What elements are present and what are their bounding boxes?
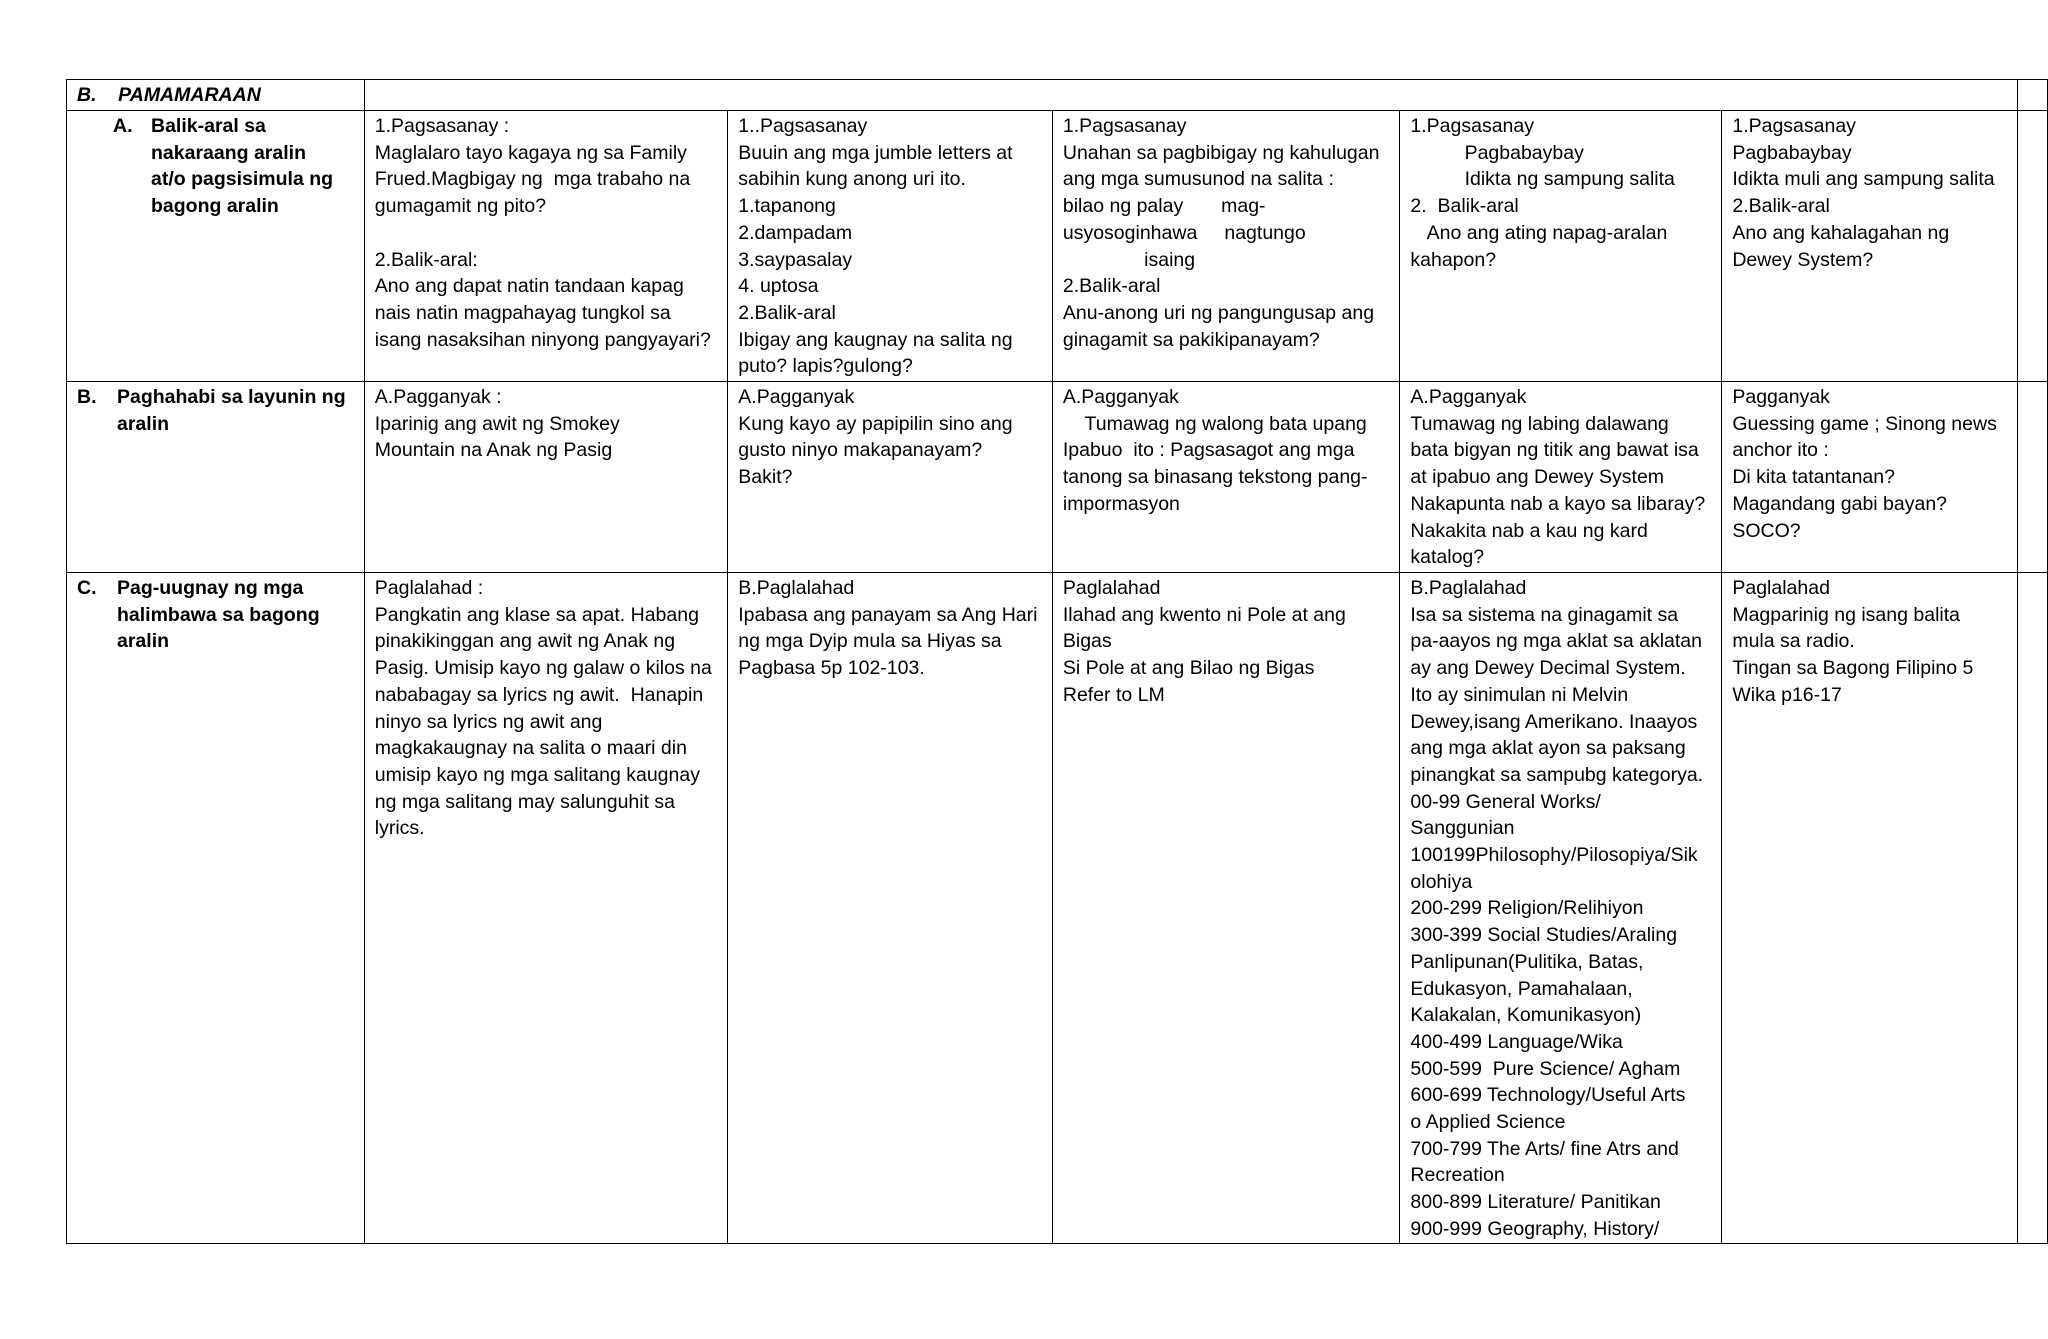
table-cell: A.Pagganyak Kung kayo ay papipilin sino ang gusto ninyo makapanayam? Bakit? [728, 382, 1053, 573]
section-header-blank [364, 80, 2017, 111]
table-cell: 1.Pagsasanay Unahan sa pagbibigay ng kahulugan ang mga sumusunod na salita : bilao ng palay mag- usyosoginhawa nagtungo isaing 2.Balik-aral Anu-anong uri ng pangungusap ang ginagamit sa pakikipanayam? [1052, 111, 1400, 382]
row-key: B. [77, 386, 97, 408]
table-row [67, 382, 2048, 573]
table-cell: 1.Pagsasanay Pagbabaybay Idikta muli ang sampung salita 2.Balik-aral Ano ang kahalagahan ng Dewey System? [1722, 111, 2018, 382]
row-label [67, 382, 365, 573]
table-cell: 1.Pagsasanay Pagbabaybay Idikta ng sampung salita 2. Balik-aral Ano ang ating napag-aralan kahapon? [1400, 111, 1722, 382]
table-cell: Paglalahad Magparinig ng isang balita mula sa radio. Tingan sa Bagong Filipino 5 Wika p16-17 [1722, 573, 2018, 1244]
table-row [67, 573, 2048, 1244]
row-key: A. [113, 115, 133, 137]
table-cell: Pagganyak Guessing game ; Sinong news anchor ito : Di kita tatantanan? Magandang gabi bayan? SOCO? [1722, 382, 2018, 573]
table-cell: A.Pagganyak : Iparinig ang awit ng Smokey Mountain na Anak ng Pasig [364, 382, 728, 573]
table-cell: 1.Pagsasanay : Maglalaro tayo kagaya ng sa Family Frued.Magbigay ng mga trabaho na gumagamit ng pito? 2.Balik-aral: Ano ang dapat natin tandaan kapag nais natin magpahayag tungkol sa isang nasaksihan ninyong pangyayari? [364, 111, 728, 382]
table-edge [2017, 111, 2047, 382]
table-cell: A.Pagganyak Tumawag ng walong bata upang Ipabuo ito : Pagsasagot ang mga tanong sa binasang tekstong pang- impormasyon [1052, 382, 1400, 573]
table-cell: Paglalahad Ilahad ang kwento ni Pole at ang Bigas Si Pole at ang Bilao ng Bigas Refer to LM [1052, 573, 1400, 1244]
row-label-text: Paghahabi sa layunin ng aralin [117, 386, 346, 435]
table-edge [2017, 80, 2047, 111]
table-cell: B.Paglalahad Isa sa sistema na ginagamit sa pa-aayos ng mga aklat sa aklatan ay ang Dewey Decimal System. Ito ay sinimulan ni Melvin Dewey,isang Amerikano. Inaayos ang mga aklat ayon sa paksang pinangkat sa sampubg kategorya. 00-99 General Works/ Sanggunian 100199Philosophy/Pilosopiya/Sik olohiya 200-299 Religion/Relihiyon 300-399 Social Studies/Araling Panlipunan(Pulitika, Batas, Edukasyon, Pamahalaan, Kalakalan, Komunikasyon) 400-499 Language/Wika 500-599 Pure Science/ Agham 600-699 Technology/Useful Arts o Applied Science 700-799 The Arts/ fine Atrs and Recreation 800-899 Literature/ Panitikan 900-999 Geography, History/ [1400, 573, 1722, 1244]
table-cell: A.Pagganyak Tumawag ng labing dalawang bata bigyan ng titik ang bawat isa at ipabuo ang Dewey System Nakapunta nab a kayo sa libaray? Nakakita nab a kau ng kard katalog? [1400, 382, 1722, 573]
section-key: B. [77, 84, 97, 106]
table-edge [2017, 573, 2047, 1244]
table-edge [2017, 382, 2047, 573]
section-title: PAMAMARAAN [118, 84, 261, 106]
table-cell: B.Paglalahad Ipabasa ang panayam sa Ang Hari ng mga Dyip mula sa Hiyas sa Pagbasa 5p 102-103. [728, 573, 1053, 1244]
section-header [67, 80, 365, 111]
row-label [67, 573, 365, 1244]
table-cell: Paglalahad : Pangkatin ang klase sa apat. Habang pinakikinggan ang awit ng Anak ng Pasig. Umisip kayo ng galaw o kilos na nababagay sa lyrics ng awit. Hanapin ninyo sa lyrics ng awit ang magkakaugnay na salita o maari din umisip kayo ng mga salitang kaugnay ng mga salitang may salunguhit sa lyrics. [364, 573, 728, 1244]
table-row [67, 111, 2048, 382]
table-cell: 1..Pagsasanay Buuin ang mga jumble letters at sabihin kung anong uri ito. 1.tapanong 2.dampadam 3.saypasalay 4. uptosa 2.Balik-aral Ibigay ang kaugnay na salita ng puto? lapis?gulong? [728, 111, 1053, 382]
section-header-row [67, 80, 2048, 111]
row-label [67, 111, 365, 382]
row-key: C. [77, 577, 97, 599]
lesson-plan-table [66, 79, 2048, 1244]
row-label-text: Pag-uugnay ng mga halimbawa sa bagong aralin [117, 577, 320, 653]
row-label-text: Balik-aral sa nakaraang aralin at/o pagsisimula ng bagong aralin [151, 115, 334, 218]
